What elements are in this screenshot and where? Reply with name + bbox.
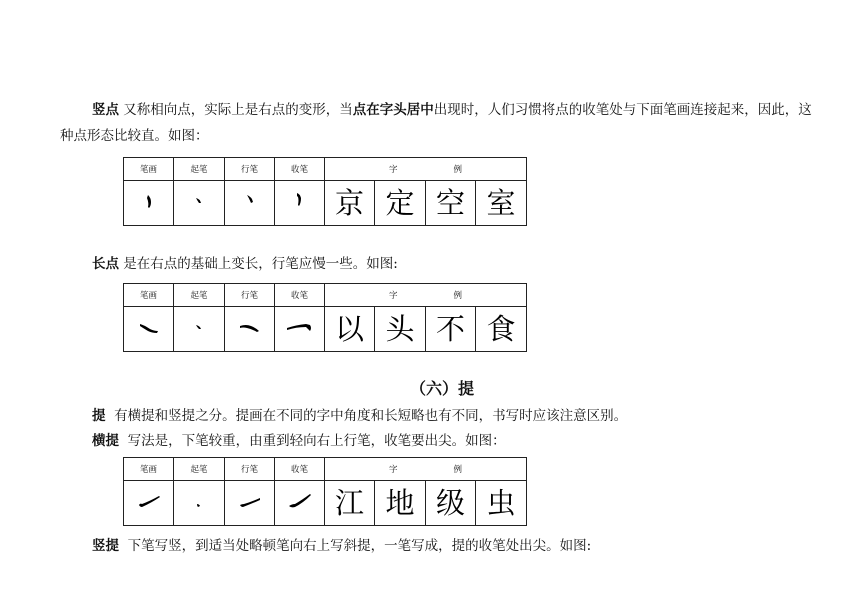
- example-char: 以: [325, 307, 375, 352]
- stroke-vertical-dot-full: [124, 181, 174, 226]
- example-char: 不: [426, 307, 476, 352]
- header-start: 起笔: [174, 158, 225, 181]
- header-move: 行笔: [225, 158, 275, 181]
- stroke-start-dot: [174, 181, 225, 226]
- header-start: 起笔: [174, 284, 225, 307]
- stroke-glyph: [282, 312, 318, 342]
- stroke-long-dot-full: [124, 307, 174, 352]
- header-move: 行笔: [225, 284, 275, 307]
- stroke-glyph: [285, 186, 315, 216]
- paragraph-rising-stroke: [60, 403, 820, 429]
- paragraph-text: 下笔写竖，到适当处略顿笔向右上写斜提，一笔写成，提的收笔处出尖。如图:: [127, 538, 592, 554]
- stroke-glyph: [283, 486, 317, 516]
- paragraph-text: 出现时，人们习惯将点的收笔处与下面笔画连接起来，因此，这种点形态比较直。如图：: [60, 102, 812, 144]
- stroke-glyph: [233, 312, 267, 342]
- stroke-glyph: [184, 312, 214, 342]
- example-char: 空: [426, 181, 476, 226]
- paragraph-horizontal-rising: [60, 428, 820, 454]
- table-row: [124, 481, 527, 526]
- stroke-start-dot: [174, 481, 225, 526]
- example-char: 定: [375, 181, 426, 226]
- example-char: 级: [426, 481, 476, 526]
- table-row: [124, 181, 527, 226]
- stroke-end-dot: [275, 181, 325, 226]
- stroke-glyph: [132, 486, 166, 516]
- section-title: （六）提: [409, 379, 474, 398]
- stroke-glyph: [235, 186, 265, 216]
- example-char: 虫: [476, 481, 527, 526]
- example-char: 地: [375, 481, 426, 526]
- paragraph-long-dot: [60, 251, 820, 277]
- stroke-move-rising: [225, 481, 275, 526]
- stroke-glyph: [184, 486, 214, 516]
- stroke-start-dot: [174, 307, 225, 352]
- header-end: 收笔: [275, 284, 325, 307]
- header-stroke: 笔画: [124, 284, 174, 307]
- paragraph-text: 有横提和竖提之分。提画在不同的字中角度和长短略也有不同，书写时应该注意区别。: [114, 408, 628, 424]
- emphasis-text: 点在字头居中: [352, 102, 434, 118]
- term-vertical-dot: 竖点: [92, 102, 119, 118]
- example-table-vertical-dot: [123, 157, 527, 226]
- stroke-glyph: [134, 186, 164, 216]
- stroke-glyph: [233, 486, 267, 516]
- stroke-end-rising: [275, 481, 325, 526]
- paragraph-vertical-dot: [60, 97, 820, 149]
- header-examples: 字 例: [325, 284, 527, 307]
- paragraph-text: 又称相向点，实际上是右点的变形，当: [123, 102, 353, 118]
- paragraph-text: 是在右点的基础上变长，行笔应慢一些。如图:: [123, 256, 398, 272]
- example-char: 食: [476, 307, 527, 352]
- stroke-horizontal-rising-full: [124, 481, 174, 526]
- stroke-move-dot: [225, 307, 275, 352]
- header-end: 收笔: [275, 458, 325, 481]
- stroke-glyph: [132, 312, 166, 342]
- header-move: 行笔: [225, 458, 275, 481]
- header-stroke: 笔画: [124, 158, 174, 181]
- stroke-glyph: [184, 186, 214, 216]
- header-examples: 字 例: [325, 158, 527, 181]
- table-header-row: [124, 158, 527, 181]
- stroke-move-dot: [225, 181, 275, 226]
- table-header-row: [124, 458, 527, 481]
- table-row: [124, 307, 527, 352]
- paragraph-text: 写法是，下笔较重，由重到轻向右上行笔，收笔要出尖。如图：: [127, 433, 506, 449]
- term-vertical-rising: 竖提: [92, 538, 119, 554]
- header-stroke: 笔画: [124, 458, 174, 481]
- example-char: 室: [476, 181, 527, 226]
- term-long-dot: 长点: [92, 256, 119, 272]
- header-end: 收笔: [275, 158, 325, 181]
- header-start: 起笔: [174, 458, 225, 481]
- term-rising-stroke: 提: [92, 408, 106, 424]
- header-examples: 字 例: [325, 458, 527, 481]
- stroke-end-dot: [275, 307, 325, 352]
- paragraph-vertical-rising: [60, 533, 820, 559]
- table-header-row: [124, 284, 527, 307]
- example-table-horizontal-rising: [123, 457, 527, 526]
- example-char: 头: [375, 307, 426, 352]
- example-table-long-dot: [123, 283, 527, 352]
- example-char: 江: [325, 481, 375, 526]
- term-horizontal-rising: 横提: [92, 433, 119, 449]
- example-char: 京: [325, 181, 375, 226]
